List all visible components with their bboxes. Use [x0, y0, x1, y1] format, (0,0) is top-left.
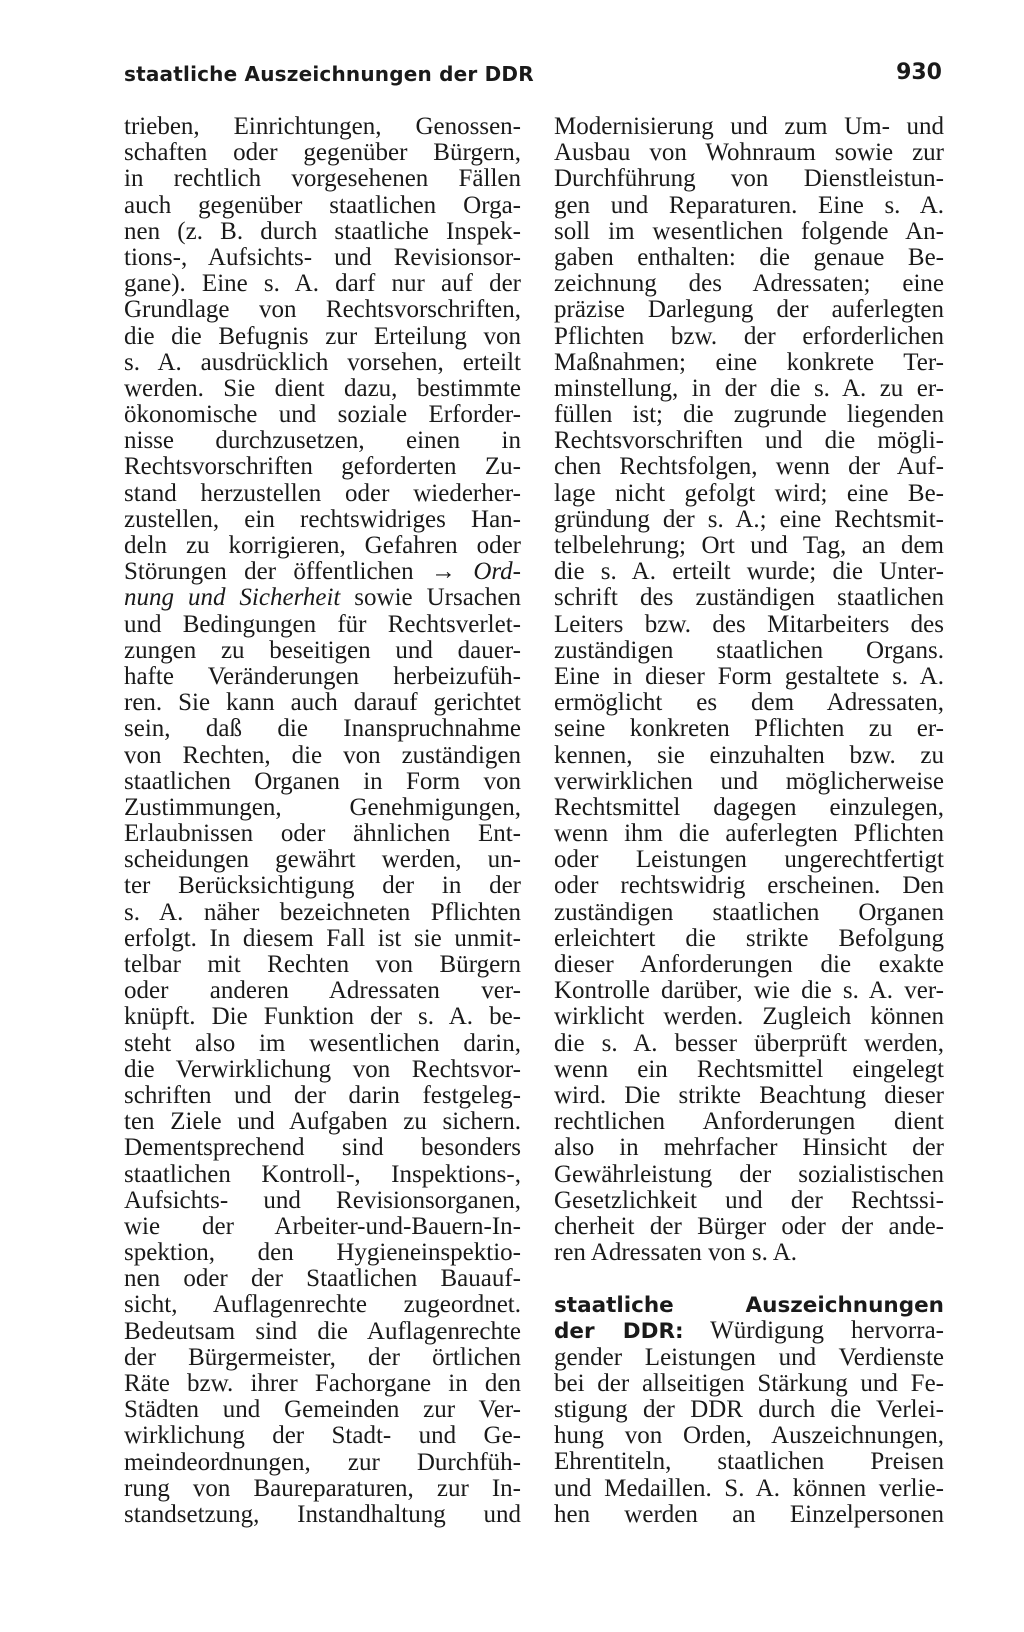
text-line: knüpft. Die Funktion der s. A. be-: [124, 1003, 521, 1031]
text-line: Dementsprechend sind besonders: [124, 1134, 521, 1162]
text-line: s. A. ausdrücklich vorsehen, erteilt: [124, 348, 521, 376]
text-line: Aufsichts- und Revisionsorganen,: [124, 1186, 521, 1214]
text-line: cherheit der Bürger oder der ande-: [554, 1212, 944, 1240]
text-line: erfolgt. In diesem Fall ist sie unmit-: [124, 924, 521, 952]
text-line: präzise Darlegung der auferlegten: [554, 296, 944, 324]
text-line: zeichnung des Adressaten; eine: [554, 270, 944, 298]
text-line: Modernisierung und zum Um- und: [554, 113, 944, 140]
text-line: wird. Die strikte Beachtung dieser: [554, 1081, 944, 1109]
text-line: gaben enthalten: die genaue Be-: [554, 243, 944, 271]
text-line: steht also im wesentlichen darin,: [124, 1029, 521, 1057]
text-line: telbar mit Rechten von Bürgern: [124, 951, 521, 978]
text-line: rechtlichen Anforderungen dient: [554, 1108, 944, 1136]
text-line: deln zu korrigieren, Gefahren oder: [124, 532, 521, 559]
text-line: Gewährleistung der sozialistischen: [554, 1160, 944, 1188]
text-line: Kontrolle darüber, wie die s. A. ver-: [554, 977, 944, 1005]
right-column: [554, 114, 944, 1528]
text-line: ren. Sie kann auch darauf gerichtet: [124, 689, 521, 717]
text-line: staatlichen Organen in Form von: [124, 767, 521, 795]
text-line: rung von Baureparaturen, zur In-: [124, 1474, 521, 1502]
text-line: ermöglicht es dem Adressaten,: [554, 689, 944, 717]
text-line: und Bedingungen für Rechtsverlet-: [124, 610, 521, 638]
text-line: Ehrentiteln, staatlichen Preisen: [554, 1448, 944, 1476]
text-line: ökonomische und soziale Erforder-: [124, 401, 521, 429]
text-line: meindeordnungen, zur Durchfüh-: [124, 1448, 521, 1476]
text-segment: Störungen der öffentlichen →: [124, 558, 474, 586]
text-line: Rechtsvorschriften und die mögli-: [554, 427, 944, 455]
text-line: verwirklichen und möglicherweise: [554, 767, 944, 795]
text-line: Gesetzlichkeit und der Rechtssi-: [554, 1186, 944, 1214]
text-line: dieser Anforderungen die exakte: [554, 951, 944, 978]
text-line: Rechtsmittel dagegen einzulegen,: [554, 793, 944, 821]
entry-separator: [554, 1266, 944, 1292]
text-line: Grundlage von Rechtsvorschriften,: [124, 296, 521, 324]
text-line: stand herzustellen oder wiederher-: [124, 479, 521, 507]
text-line: nisse durchzusetzen, einen in: [124, 427, 521, 455]
text-line: tions-, Aufsichts- und Revisionsor-: [124, 243, 521, 271]
text-line: gründung der s. A.; eine Rechtsmit-: [554, 505, 944, 533]
text-line: ren Adressaten von s. A.: [554, 1239, 798, 1267]
text-line: von Rechten, die von zuständigen: [124, 741, 521, 769]
text-line: zuständigen staatlichen Organen: [554, 898, 944, 926]
text-line: Leiters bzw. des Mitarbeiters des: [554, 610, 944, 638]
text-line: die Verwirklichung von Rechtsvor-: [124, 1055, 521, 1083]
cross-reference-link: Ord-: [473, 558, 521, 586]
text-line: ten Ziele und Aufgaben zu sichern.: [124, 1108, 521, 1136]
text-line: wie der Arbeiter-und-Bauern-In-: [124, 1212, 521, 1240]
text-line: also in mehrfacher Hinsicht der: [554, 1134, 944, 1162]
text-line: wirklicht werden. Zugleich können: [554, 1003, 944, 1031]
text-line: hung von Orden, Auszeichnungen,: [554, 1422, 944, 1450]
text-line: wenn ein Rechtsmittel eingelegt: [554, 1055, 944, 1083]
text-line: seine konkreten Pflichten zu er-: [554, 715, 944, 743]
text-line: Ausbau von Wohnraum sowie zur: [554, 139, 944, 167]
text-line: schriften und der darin festgeleg-: [124, 1081, 521, 1109]
text-line: in rechtlich vorgesehenen Fällen: [124, 165, 521, 193]
text-line: minstellung, in der die s. A. zu er-: [554, 374, 944, 402]
text-line: zustellen, ein rechtswidriges Han-: [124, 505, 521, 533]
text-segment: Würdigung hervorra-: [683, 1317, 944, 1345]
text-line: chen Rechtsfolgen, wenn der Auf-: [554, 453, 944, 481]
cross-reference-link: nung und Sicherheit: [124, 584, 341, 612]
text-line: hen werden an Einzelpersonen: [554, 1500, 944, 1528]
text-line: der Bürgermeister, der örtlichen: [124, 1343, 521, 1371]
text-line: oder anderen Adressaten ver-: [124, 977, 521, 1005]
text-line: die s. A. erteilt wurde; die Unter-: [554, 558, 944, 586]
left-column: [124, 114, 521, 1528]
text-line: standsetzung, Instandhaltung und: [124, 1500, 521, 1528]
entry-headword: [554, 1292, 944, 1318]
text-line: die s. A. besser überprüft werden,: [554, 1029, 944, 1057]
text-line: Durchführung von Dienstleistun-: [554, 165, 944, 193]
text-line: schaften oder gegenüber Bürgern,: [124, 139, 521, 167]
text-line: Städten und Gemeinden zur Ver-: [124, 1396, 521, 1424]
text-line: Pflichten bzw. der erforderlichen: [554, 322, 944, 350]
text-line: wirklichung der Stadt- und Ge-: [124, 1422, 521, 1450]
headword-text: staatliche Auszeichnungen: [554, 1293, 944, 1319]
text-line: staatlichen Kontroll-, Inspektions-,: [124, 1160, 521, 1188]
text-line: Bedeutsam sind die Auflagenrechte: [124, 1317, 521, 1345]
text-line: gane). Eine s. A. darf nur auf der: [124, 270, 521, 298]
text-line: scheidungen gewährt werden, un-: [124, 846, 521, 874]
text-line: füllen ist; die zugrunde liegenden: [554, 401, 944, 429]
text-line: Erlaubnissen oder ähnlichen Ent-: [124, 820, 521, 848]
text-line: Eine in dieser Form gestaltete s. A.: [554, 662, 944, 690]
text-line: lage nicht gefolgt wird; eine Be-: [554, 479, 944, 507]
text-line: Maßnahmen; eine konkrete Ter-: [554, 348, 944, 376]
text-line: [124, 585, 521, 611]
text-line: sein, daß die Inanspruchnahme: [124, 715, 521, 743]
text-line: telbelehrung; Ort und Tag, an dem: [554, 532, 944, 559]
running-header: [124, 58, 942, 98]
text-line: [554, 1318, 944, 1344]
text-line: schrift des zuständigen staatlichen: [554, 584, 944, 612]
text-line: stigung der DDR durch die Verlei-: [554, 1396, 944, 1423]
text-line: [124, 559, 521, 585]
text-line: bei der allseitigen Stärkung und Fe-: [554, 1369, 944, 1397]
text-line: gender Leistungen und Verdienste: [554, 1343, 944, 1371]
text-line: ter Berücksichtigung der in der: [124, 872, 521, 900]
text-line: und Medaillen. S. A. können verlie-: [554, 1474, 944, 1502]
running-title: staatliche Auszeichnungen der DDR: [124, 62, 534, 86]
text-line: Rechtsvorschriften geforderten Zu-: [124, 453, 521, 481]
text-line: oder rechtswidrig erscheinen. Den: [554, 872, 944, 900]
headword-text: der DDR:: [554, 1319, 684, 1345]
text-line: hafte Veränderungen herbeizufüh-: [124, 662, 521, 690]
text-line: Räte bzw. ihrer Fachorgane in den: [124, 1370, 521, 1397]
text-line: kennen, sie einzuhalten bzw. zu: [554, 741, 944, 769]
text-line: werden. Sie dient dazu, bestimmte: [124, 374, 521, 402]
text-line: Zustimmungen, Genehmigungen,: [124, 793, 521, 821]
page-number: 930: [896, 60, 942, 85]
text-line: zuständigen staatlichen Organs.: [554, 636, 944, 664]
text-line: soll im wesentlichen folgende An-: [554, 217, 944, 245]
text-line: gen und Reparaturen. Eine s. A.: [554, 191, 944, 219]
text-line: oder Leistungen ungerechtfertigt: [554, 846, 944, 874]
text-line: erleichtert die strikte Befolgung: [554, 924, 944, 952]
text-line: s. A. näher bezeichneten Pflichten: [124, 898, 521, 926]
text-line: spektion, den Hygieneinspektio-: [124, 1239, 521, 1267]
text-line: zungen zu beseitigen und dauer-: [124, 636, 521, 664]
text-line: sicht, Auflagenrechte zugeordnet.: [124, 1291, 521, 1319]
text-line: auch gegenüber staatlichen Orga-: [124, 191, 521, 219]
text-line: nen (z. B. durch staatliche Inspek-: [124, 217, 521, 245]
text-line: die die Befugnis zur Erteilung von: [124, 322, 521, 350]
text-line: nen oder der Staatlichen Bauauf-: [124, 1265, 521, 1293]
text-line: trieben, Einrichtungen, Genossen-: [124, 113, 521, 140]
text-line: wenn ihm die auferlegten Pflichten: [554, 820, 944, 848]
text-segment: sowie Ursachen: [340, 584, 521, 612]
